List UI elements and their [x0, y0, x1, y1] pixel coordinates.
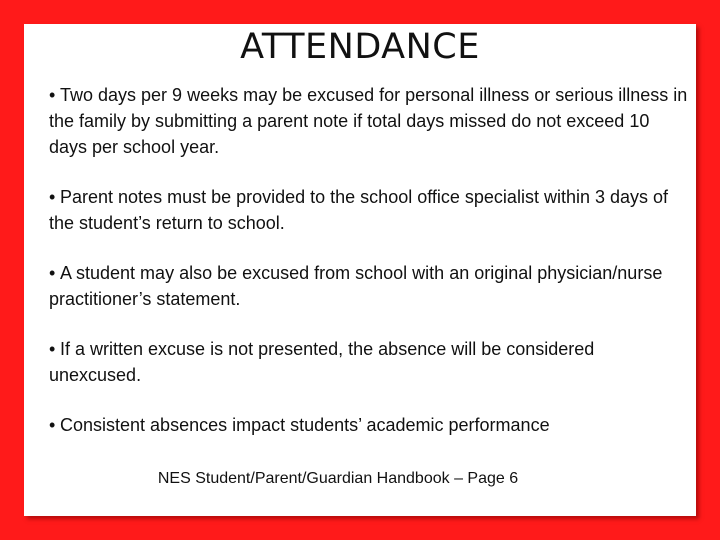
bullet-list: [49, 82, 689, 462]
bullet-item: [49, 336, 689, 388]
slide-title: ATTENDANCE: [240, 27, 480, 67]
bullet-item: [49, 184, 689, 236]
bullet-text: If a written excuse is not presented, the absence will be considered unexcused.: [49, 339, 595, 385]
bullet-mark: •: [49, 187, 56, 207]
bullet-text: Consistent absences impact students’ academic performance: [60, 415, 550, 435]
footer-caption: NES Student/Parent/Guardian Handbook – Page 6: [157, 470, 519, 487]
bullet-item: [49, 412, 689, 438]
bullet-text: A student may also be excused from school with an original physician/nurse practitioner’s statement.: [49, 263, 663, 309]
bullet-item: [49, 82, 689, 160]
bullet-mark: •: [49, 263, 56, 283]
bullet-mark: •: [49, 339, 56, 359]
bullet-mark: •: [49, 415, 56, 435]
bullet-text: Parent notes must be provided to the school office specialist within 3 days of the student’s return to school.: [49, 187, 669, 233]
bullet-text: Two days per 9 weeks may be excused for personal illness or serious illness in the family by submitting a parent note if total days missed do not exceed 10 days per school year.: [49, 85, 688, 157]
bullet-item: [49, 260, 689, 312]
bullet-mark: •: [49, 85, 56, 105]
